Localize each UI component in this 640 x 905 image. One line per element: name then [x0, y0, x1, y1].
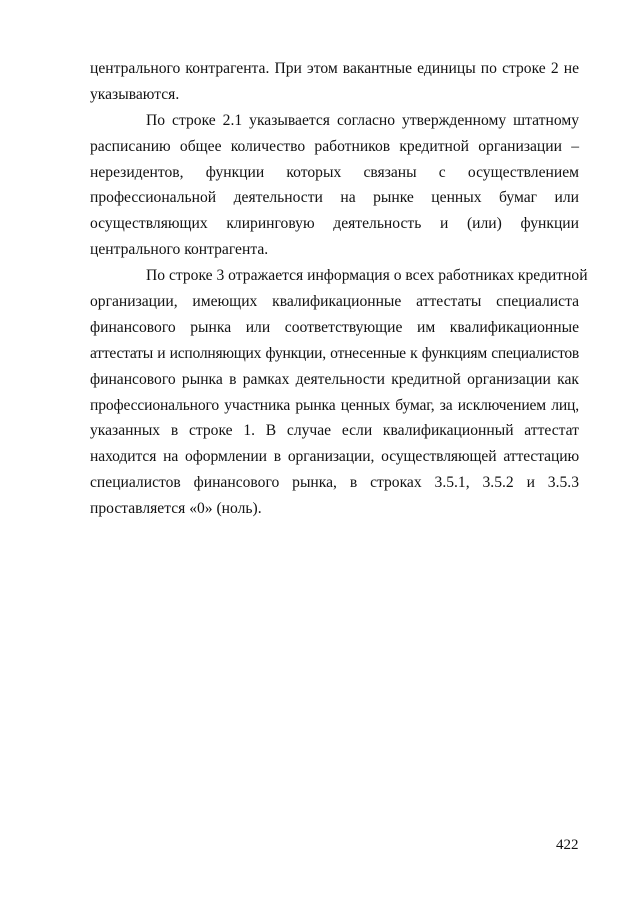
line-text: финансового рынка или соответствующие им квалификационные — [90, 318, 579, 336]
line-text: По строке 2.1 указывается согласно утвержденному штатному — [146, 111, 579, 129]
line-text: расписанию общее количество работников кредитной организации – — [90, 137, 579, 155]
text-line — [90, 160, 579, 186]
text-line — [90, 393, 579, 419]
line-text: проставляется «0» (ноль). — [90, 500, 262, 518]
text-line — [90, 82, 579, 108]
text-line — [90, 341, 579, 367]
text-line — [90, 444, 579, 470]
text-line — [90, 108, 579, 134]
line-text: нерезидентов, функции которых связаны с осуществлением — [90, 163, 579, 181]
line-text: специалистов финансового рынка, в строках 3.5.1, 3.5.2 и 3.5.3 — [90, 474, 579, 492]
text-line — [90, 315, 579, 341]
line-text: По строке 3 отражается информация о всех работниках кредитной — [146, 267, 588, 285]
line-text: профессионального участника рынка ценных бумаг, за исключением лиц, — [90, 396, 579, 414]
text-line — [90, 237, 579, 263]
page-number: 422 — [556, 837, 579, 853]
text-line — [90, 418, 579, 444]
line-text: организации, имеющих квалификационные аттестаты специалиста — [90, 293, 579, 311]
text-line — [90, 134, 579, 160]
text-line — [90, 470, 579, 496]
text-line — [90, 289, 579, 315]
text-line — [90, 56, 579, 82]
line-text: аттестаты и исполняющих функции, отнесенные к функциям специалистов — [90, 344, 579, 362]
line-text: центрального контрагента. — [90, 241, 269, 259]
text-line — [90, 211, 579, 237]
text-line — [90, 263, 588, 289]
line-text: указанных в строке 1. В случае если квалификационный аттестат — [90, 422, 579, 440]
line-text: указываются. — [90, 85, 180, 103]
line-text: находится на оформлении в организации, осуществляющей аттестацию — [90, 448, 579, 466]
text-line — [90, 367, 579, 393]
line-text: центрального контрагента. При этом вакантные единицы по строке 2 не — [90, 60, 579, 77]
line-text: финансового рынка в рамках деятельности кредитной организации как — [90, 370, 579, 388]
body-text — [90, 56, 588, 522]
line-text: осуществляющих клиринговую деятельность и (или) функции — [90, 215, 579, 233]
text-line — [90, 185, 579, 211]
line-text: профессиональной деятельности на рынке ценных бумаг или — [90, 189, 579, 207]
text-line — [90, 496, 579, 522]
